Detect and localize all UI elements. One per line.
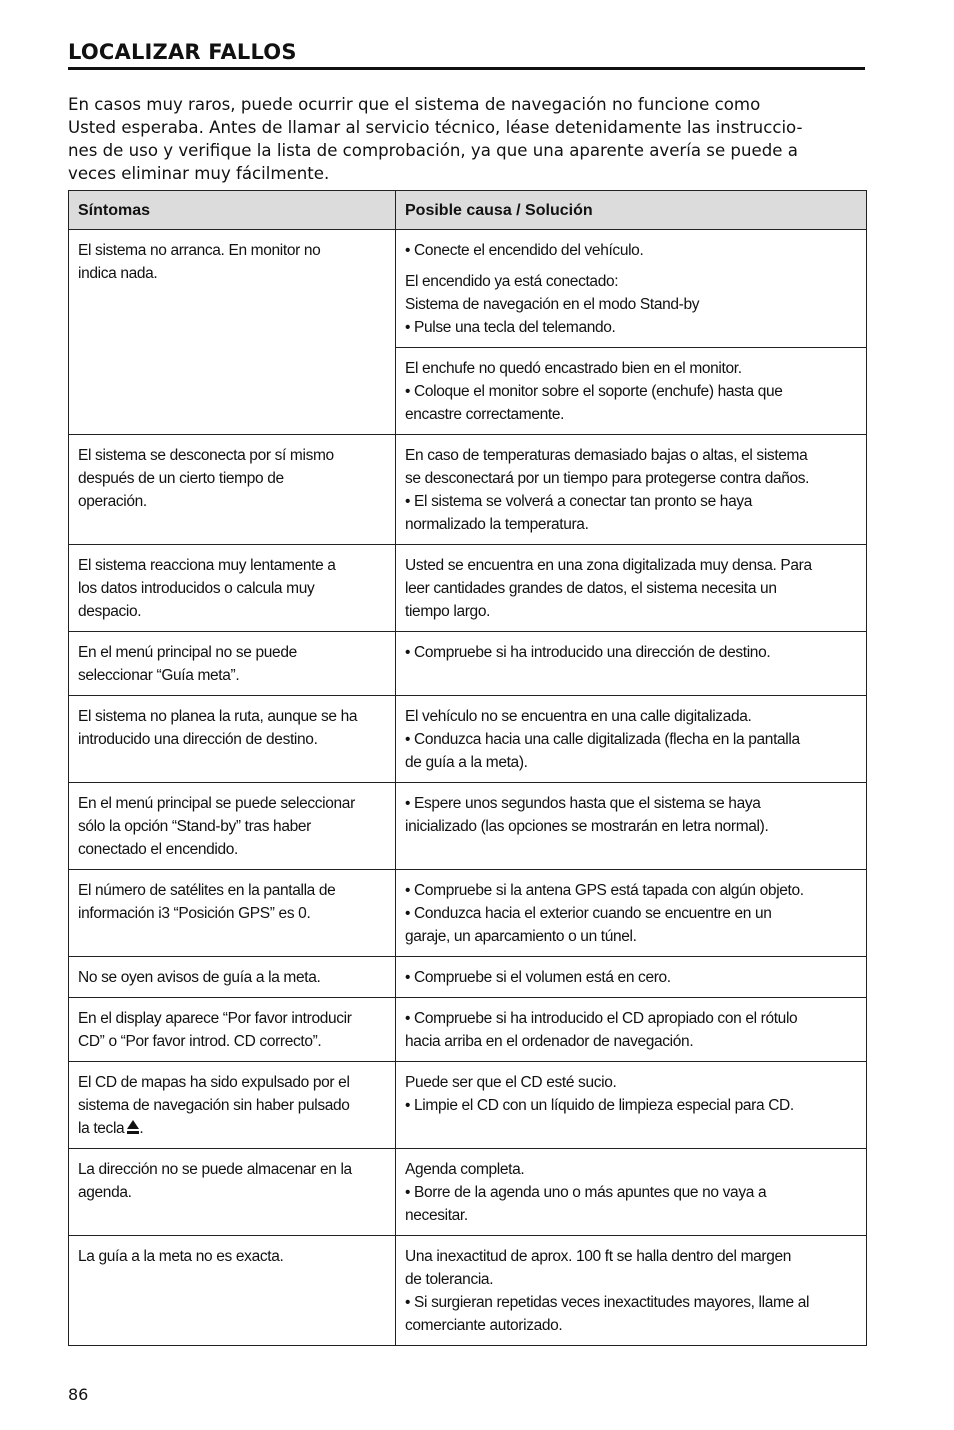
symptom-line: los datos introducidos o calcula muy	[78, 580, 315, 597]
page-title: LOCALIZAR FALLOS	[68, 40, 297, 64]
solution-line: El encendido ya está conectado:	[405, 273, 619, 290]
table-row	[69, 957, 867, 998]
solution-cell	[396, 1062, 867, 1149]
symptom-cell	[69, 1062, 396, 1149]
solution-line: • El sistema se volverá a conectar tan pronto se haya	[405, 493, 753, 510]
table-row	[69, 230, 867, 348]
solution-cell	[396, 696, 867, 783]
symptom-line: información i3 “Posición GPS” es 0.	[78, 905, 311, 922]
table-row	[69, 783, 867, 870]
table-row	[69, 1149, 867, 1236]
table-row	[69, 998, 867, 1062]
symptom-line: El sistema se desconecta por sí mismo	[78, 447, 334, 464]
solution-line: hacia arriba en el ordenador de navegación.	[405, 1033, 694, 1050]
solution-cell	[396, 348, 867, 435]
solution-line: El vehículo no se encuentra en una calle digitalizada.	[405, 708, 752, 725]
symptom-line: El sistema no planea la ruta, aunque se ha	[78, 708, 358, 725]
symptom-cell	[69, 1236, 396, 1346]
symptom-line: sistema de navegación sin haber pulsado	[78, 1097, 350, 1114]
solution-line: • Conecte el encendido del vehículo.	[405, 242, 644, 259]
symptom-line: sólo la opción “Stand-by” tras haber	[78, 818, 311, 835]
symptom-line: introducido una dirección de destino.	[78, 731, 318, 748]
solution-line: Una inexactitud de aprox. 100 ft se halla dentro del margen	[405, 1248, 792, 1265]
intro-line: veces eliminar muy fácilmente.	[68, 164, 330, 183]
header-symptoms: Síntomas	[69, 191, 396, 230]
symptom-cell	[69, 1149, 396, 1236]
solution-line: • Conduzca hacia una calle digitalizada (flecha en la pantalla	[405, 731, 800, 748]
solution-cell	[396, 1236, 867, 1346]
symptom-line: El sistema reacciona muy lentamente a	[78, 557, 336, 574]
solution-line: • Compruebe si la antena GPS está tapada con algún objeto.	[405, 882, 804, 899]
solution-cell	[396, 783, 867, 870]
table-row	[69, 545, 867, 632]
table-row	[69, 435, 867, 545]
symptom-text: .	[139, 1120, 144, 1137]
solution-line: encastre correctamente.	[405, 406, 565, 423]
solution-cell	[396, 1149, 867, 1236]
solution-line: • Compruebe si ha introducido el CD apropiado con el rótulo	[405, 1010, 798, 1027]
intro-paragraph	[68, 93, 868, 185]
paragraph-gap	[405, 262, 857, 270]
intro-line: nes de uso y verifique la lista de comprobación, ya que una aparente avería se puede a	[68, 141, 798, 160]
symptom-line: indica nada.	[78, 265, 158, 282]
symptom-line: La dirección no se puede almacenar en la	[78, 1161, 352, 1178]
solution-line: garaje, un aparcamiento o un túnel.	[405, 928, 637, 945]
symptom-line: El número de satélites en la pantalla de	[78, 882, 336, 899]
table-row	[69, 1062, 867, 1149]
troubleshooting-table	[68, 190, 867, 1346]
symptom-cell	[69, 545, 396, 632]
symptom-line: En el display aparece “Por favor introducir	[78, 1010, 352, 1027]
symptom-cell	[69, 998, 396, 1062]
solution-line: Puede ser que el CD esté sucio.	[405, 1074, 617, 1091]
solution-line: • Borre de la agenda uno o más apuntes que no vaya a	[405, 1184, 767, 1201]
solution-line: • Si surgieran repetidas veces inexactitudes mayores, llame al	[405, 1294, 810, 1311]
solution-line: Agenda completa.	[405, 1161, 525, 1178]
symptom-line: después de un cierto tiempo de	[78, 470, 284, 487]
symptom-cell	[69, 783, 396, 870]
solution-line: inicializado (las opciones se mostrarán en letra normal).	[405, 818, 769, 835]
intro-line: En casos muy raros, puede ocurrir que el sistema de navegación no funcione como	[68, 95, 761, 114]
solution-line: • Pulse una tecla del telemando.	[405, 319, 616, 336]
solution-line: de guía a la meta).	[405, 754, 528, 771]
solution-cell	[396, 632, 867, 696]
solution-cell	[396, 435, 867, 545]
solution-line: de tolerancia.	[405, 1271, 494, 1288]
solution-cell	[396, 957, 867, 998]
symptom-cell	[69, 696, 396, 783]
symptom-line: El sistema no arranca. En monitor no	[78, 242, 321, 259]
solution-cell	[396, 230, 867, 348]
table-row	[69, 1236, 867, 1346]
header-cause-solution: Posible causa / Solución	[396, 191, 867, 230]
solution-cell	[396, 545, 867, 632]
symptom-line: conectado el encendido.	[78, 841, 238, 858]
symptom-text: la tecla	[78, 1120, 125, 1137]
solution-line: • Espere unos segundos hasta que el sistema se haya	[405, 795, 761, 812]
symptom-line: La guía a la meta no es exacta.	[78, 1248, 284, 1265]
solution-line: leer cantidades grandes de datos, el sistema necesita un	[405, 580, 777, 597]
page-number: 86	[68, 1385, 89, 1404]
table-row	[69, 870, 867, 957]
symptom-line-eject	[78, 1117, 386, 1140]
solution-line: • Conduzca hacia el exterior cuando se encuentre en un	[405, 905, 772, 922]
symptom-line: seleccionar “Guía meta”.	[78, 667, 240, 684]
solution-line: Sistema de navegación en el modo Stand-by	[405, 296, 700, 313]
solution-line: En caso de temperaturas demasiado bajas o altas, el sistema	[405, 447, 808, 464]
table-row	[69, 696, 867, 783]
solution-line: • Coloque el monitor sobre el soporte (enchufe) hasta que	[405, 383, 783, 400]
solution-line: normalizado la temperatura.	[405, 516, 589, 533]
solution-line: comerciante autorizado.	[405, 1317, 563, 1334]
symptom-cell	[69, 632, 396, 696]
solution-cell	[396, 998, 867, 1062]
symptom-line: El CD de mapas ha sido expulsado por el	[78, 1074, 350, 1091]
symptom-line: No se oyen avisos de guía a la meta.	[78, 969, 321, 986]
symptom-cell	[69, 957, 396, 998]
solution-line: • Compruebe si el volumen está en cero.	[405, 969, 671, 986]
symptom-line: despacio.	[78, 603, 142, 620]
title-rule	[68, 67, 865, 70]
solution-line: se desconectará por un tiempo para protegerse contra daños.	[405, 470, 810, 487]
solution-line: • Compruebe si ha introducido una dirección de destino.	[405, 644, 771, 661]
symptom-line: agenda.	[78, 1184, 132, 1201]
solution-line: Usted se encuentra en una zona digitalizada muy densa. Para	[405, 557, 812, 574]
symptom-line: operación.	[78, 493, 147, 510]
symptom-cell	[69, 230, 396, 435]
solution-line: El enchufe no quedó encastrado bien en el monitor.	[405, 360, 742, 377]
intro-line: Usted esperaba. Antes de llamar al servicio técnico, léase detenidamente las instruccio-	[68, 118, 803, 137]
solution-line: tiempo largo.	[405, 603, 491, 620]
solution-line: necesitar.	[405, 1207, 468, 1224]
symptom-cell	[69, 435, 396, 545]
solution-line: • Limpie el CD con un líquido de limpieza especial para CD.	[405, 1097, 794, 1114]
symptom-line: En el menú principal se puede seleccionar	[78, 795, 355, 812]
table-row	[69, 632, 867, 696]
symptom-line: En el menú principal no se puede	[78, 644, 297, 661]
solution-cell	[396, 870, 867, 957]
eject-icon	[127, 1120, 139, 1134]
symptom-cell	[69, 870, 396, 957]
table-header-row	[69, 191, 867, 230]
symptom-line: CD” o “Por favor introd. CD correcto”.	[78, 1033, 322, 1050]
